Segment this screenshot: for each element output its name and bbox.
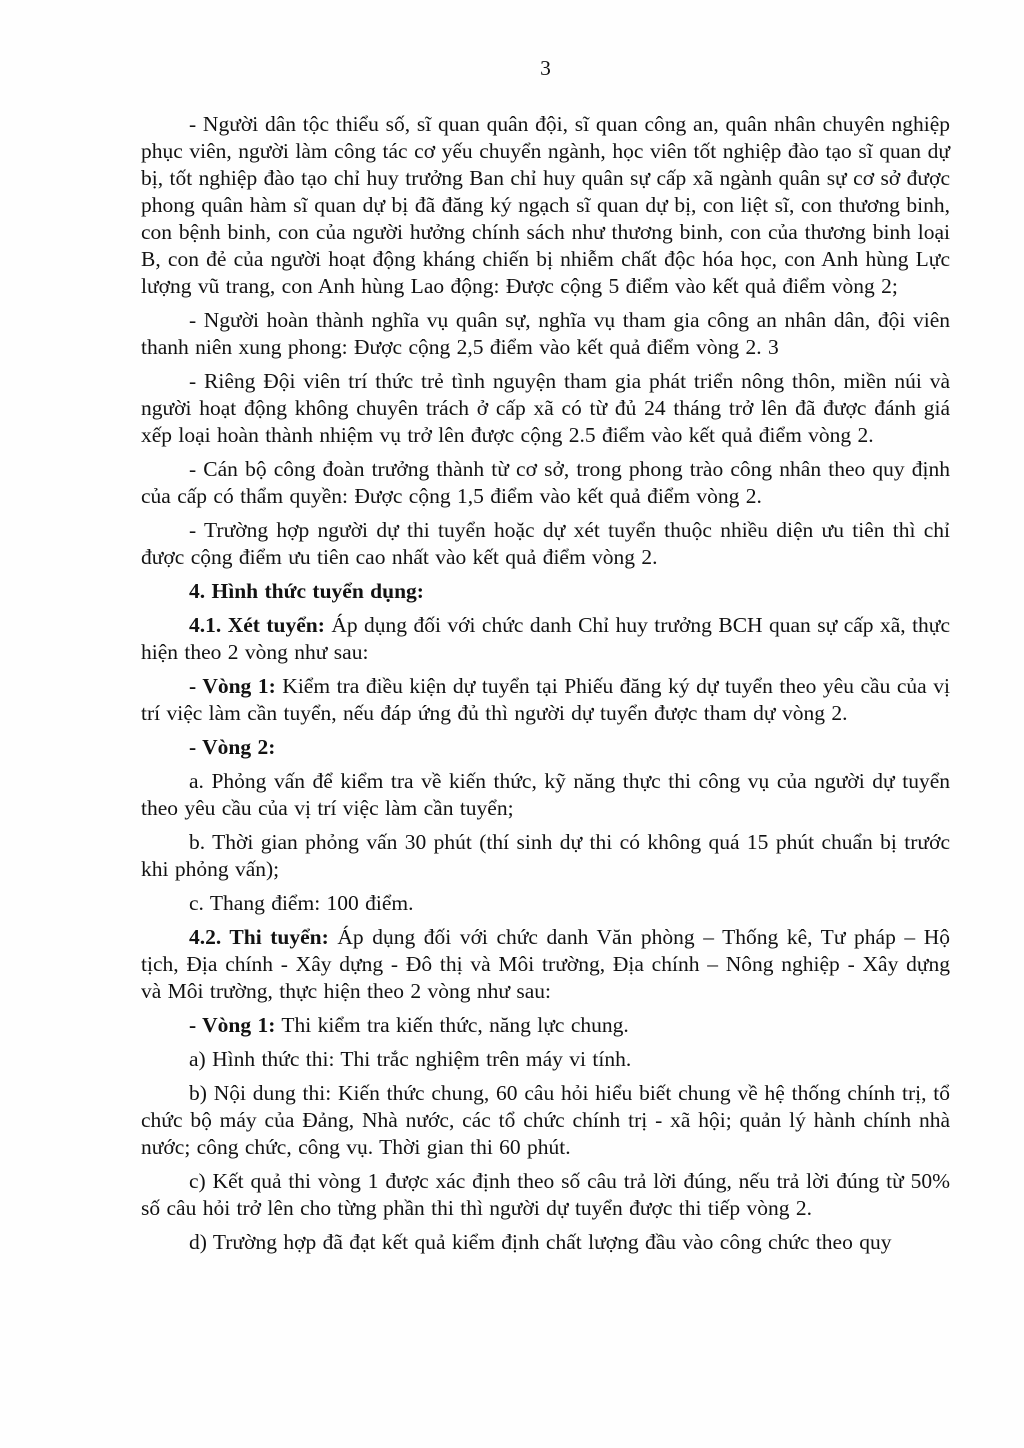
paragraph-text: Áp dụng đối với chức danh Văn phòng – Thống kê, Tư pháp – Hộ tịch, Địa chính - Xây dựng - Đô thị và Môi trường, Địa chính – Nông nghiệp - Xây dựng và Môi trường, thực hiện theo 2 vòng như sau:	[141, 925, 950, 1003]
paragraph-highest-priority-rule	[141, 517, 950, 571]
paragraph-interview-purpose	[141, 768, 950, 822]
paragraph-lead: 4.2. Thi tuyển:	[189, 925, 329, 949]
paragraph-lead: - Vòng 1:	[189, 1013, 276, 1037]
paragraph-text: Thi kiểm tra kiến thức, năng lực chung.	[275, 1013, 629, 1037]
paragraph-priority-groups	[141, 111, 950, 300]
paragraph-text: - Riêng Đội viên trí thức trẻ tình nguyện tham gia phát triển nông thôn, miền núi và người hoạt động không chuyên trách ở cấp xã có từ đủ 24 tháng trở lên đã được đánh giá xếp loại hoàn thành nhiệm vụ trở lên được cộng 2.5 điểm vào kết quả điểm vòng 2.	[141, 369, 950, 447]
section-heading-recruitment-forms	[141, 578, 950, 605]
paragraph-round-1-result	[141, 1168, 950, 1222]
paragraph-text: Kiểm tra điều kiện dự tuyển tại Phiếu đăng ký dự tuyển theo yêu cầu của vị trí việc làm cần tuyển, nếu đáp ứng đủ thì người dự tuyển được tham dự vòng 2.	[141, 674, 950, 725]
paragraph-text: Áp dụng đối với chức danh Chỉ huy trưởng BCH quan sự cấp xã, thực hiện theo 2 vòng như sau:	[141, 613, 950, 664]
paragraph-text: - Người dân tộc thiểu số, sĩ quan quân đội, sĩ quan công an, quân nhân chuyên nghiệp phục viên, người làm công tác cơ yếu chuyển ngành, học viên tốt nghiệp đào tạo sĩ quan dự bị, tốt nghiệp đào tạo chỉ huy trưởng Ban chỉ huy quân sự cấp xã ngành quân sự cơ sở được phong quân hàm sĩ quan dự bị đã đăng ký ngạch sĩ quan dự bị, con liệt sĩ, con thương binh, con bệnh binh, con của người hưởng chính sách như thương binh, con của thương binh loại B, con đẻ của người hoạt động kháng chiến bị nhiễm chất độc hóa học, con Anh hùng Lực lượng vũ trang, con Anh hùng Lao động: Được cộng 5 điểm vào kết quả điểm vòng 2;	[141, 112, 950, 298]
paragraph-volunteer-bonus	[141, 368, 950, 449]
paragraph-exam-content	[141, 1080, 950, 1161]
paragraph-military-service-bonus	[141, 307, 950, 361]
paragraph-lead: 4.1. Xét tuyển:	[189, 613, 325, 637]
paragraph-text: c. Thang điểm: 100 điểm.	[189, 891, 414, 915]
paragraph-lead: - Vòng 1:	[189, 674, 276, 698]
paragraph-thi-tuyen-round-1	[141, 1012, 950, 1039]
document-body	[141, 111, 950, 1263]
paragraph-text: d) Trường hợp đã đạt kết quả kiểm định chất lượng đầu vào công chức theo quy	[189, 1230, 892, 1254]
paragraph-xet-tuyen-round-2-heading	[141, 734, 950, 761]
paragraph-text: - Cán bộ công đoàn trưởng thành từ cơ sở, trong phong trào công nhân theo quy định của cấp có thẩm quyền: Được cộng 1,5 điểm vào kết quả điểm vòng 2.	[141, 457, 950, 508]
paragraph-xet-tuyen-round-1	[141, 673, 950, 727]
paragraph-text: c) Kết quả thi vòng 1 được xác định theo số câu trả lời đúng, nếu trả lời đúng từ 50% số câu hỏi trở lên cho từng phần thi thì người dự tuyển được thi tiếp vòng 2.	[141, 1169, 950, 1220]
paragraph-xet-tuyen	[141, 612, 950, 666]
paragraph-text: a) Hình thức thi: Thi trắc nghiệm trên máy vi tính.	[189, 1047, 632, 1071]
paragraph-thi-tuyen	[141, 924, 950, 1005]
paragraph-text: a. Phỏng vấn để kiểm tra về kiến thức, kỹ năng thực thi công vụ của người dự tuyển theo yêu cầu của vị trí việc làm cần tuyển;	[141, 769, 950, 820]
section-heading-text: 4. Hình thức tuyển dụng:	[189, 579, 424, 603]
paragraph-exam-format	[141, 1046, 950, 1073]
paragraph-interview-duration	[141, 829, 950, 883]
paragraph-quality-assessment	[141, 1229, 950, 1256]
paragraph-union-cadre-bonus	[141, 456, 950, 510]
page-number: 3	[540, 56, 551, 80]
paragraph-text: - Người hoàn thành nghĩa vụ quân sự, nghĩa vụ tham gia công an nhân dân, đội viên thanh niên xung phong: Được cộng 2,5 điểm vào kết quả điểm vòng 2. 3	[141, 308, 950, 359]
paragraph-text: b) Nội dung thi: Kiến thức chung, 60 câu hỏi hiểu biết chung về hệ thống chính trị, tổ chức bộ máy của Đảng, Nhà nước, các tổ chức chính trị - xã hội; quản lý hành chính nhà nước; công chức, công vụ. Thời gian thi 60 phút.	[141, 1081, 950, 1159]
paragraph-text: - Trường hợp người dự thi tuyển hoặc dự xét tuyển thuộc nhiều diện ưu tiên thì chỉ được cộng điểm ưu tiên cao nhất vào kết quả điểm vòng 2.	[141, 518, 950, 569]
paragraph-lead: - Vòng 2:	[189, 735, 276, 759]
paragraph-score-scale	[141, 890, 950, 917]
paragraph-text: b. Thời gian phỏng vấn 30 phút (thí sinh dự thi có không quá 15 phút chuẩn bị trước khi phỏng vấn);	[141, 830, 950, 881]
